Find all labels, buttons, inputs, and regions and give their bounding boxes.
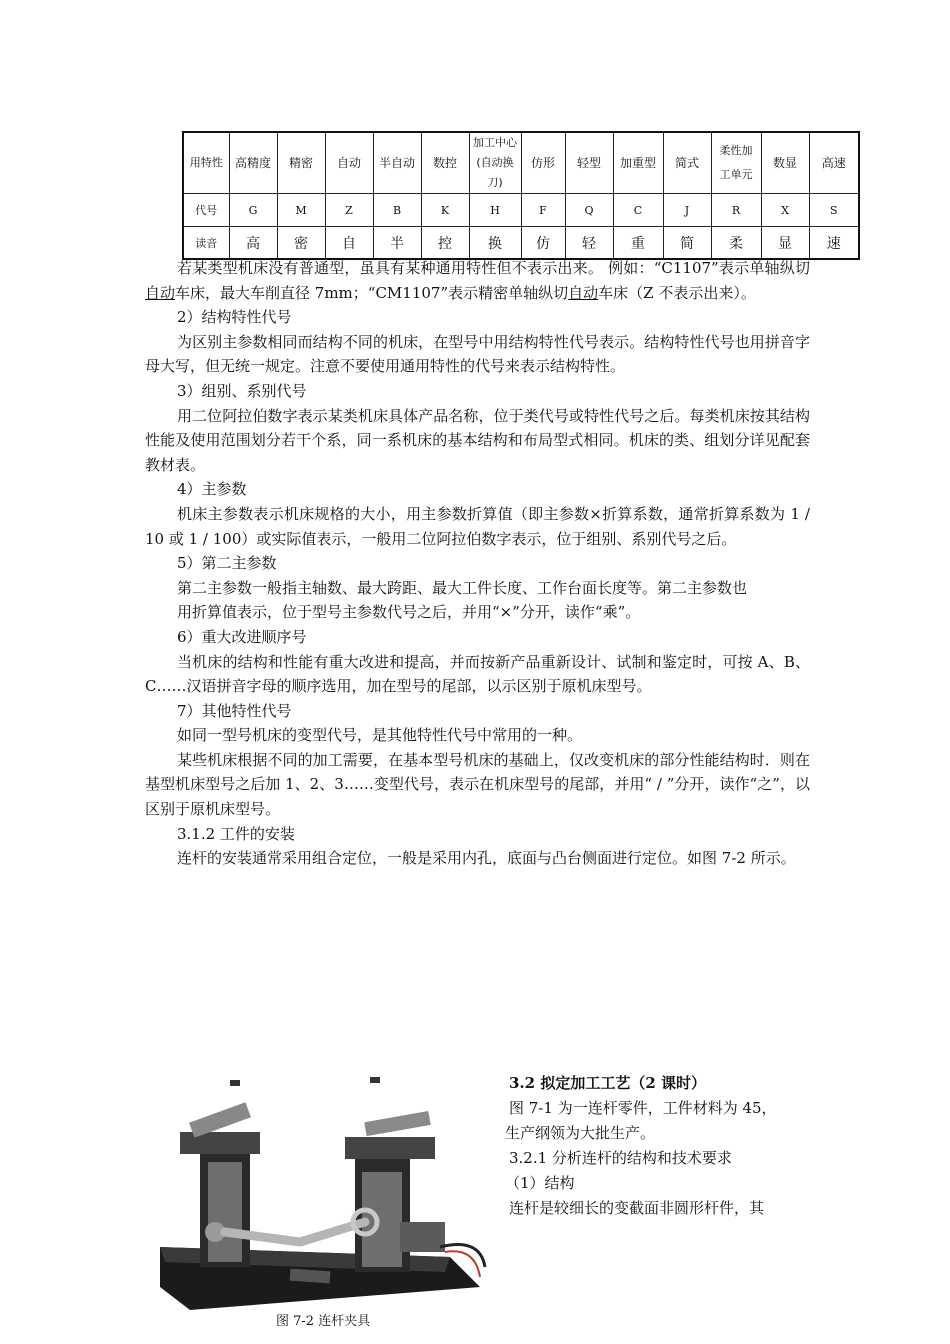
- table-cell: K: [421, 194, 469, 227]
- table-cell: 加重型: [613, 132, 663, 194]
- cell-line: (自动换刀): [476, 156, 514, 189]
- table-cell: F: [521, 194, 565, 227]
- paragraph: 图 7-1 为一连杆零件，工件材料为 45，: [509, 1099, 777, 1117]
- table-cell: 数显: [761, 132, 809, 194]
- figure-caption: 图 7-2 连杆夹具: [276, 1314, 371, 1329]
- table-cell: 仿: [521, 227, 565, 260]
- table-cell: 轻型: [565, 132, 613, 194]
- section-heading: 7）其他特性代号: [177, 701, 292, 720]
- table-cell: 自: [325, 227, 373, 260]
- paragraph: 第二主参数一般指主轴数、最大跨距、最大工件长度、工作台面长度等。第二主参数也: [177, 578, 748, 597]
- section-heading: 3.2 拟定加工工艺（2 课时）: [509, 1074, 706, 1092]
- section-heading: （1）结构: [505, 1174, 575, 1192]
- table-cell: R: [711, 194, 761, 227]
- table-cell: 高速: [809, 132, 859, 194]
- table-row-codes: [183, 194, 859, 227]
- section-heading: 2）结构特性代号: [177, 308, 292, 327]
- underlined-text: 自动: [568, 283, 599, 302]
- section-heading: 6）重大改进顺序号: [177, 627, 307, 646]
- paragraph: 为区别主参数相同而结构不同的机床，在型号中用结构特性代号表示。结构特性代号也用拼音字母大写，但无统一规定。注意不要使用通用特性的代号来表示结构特性。: [145, 332, 810, 376]
- table-row-readings: [183, 227, 859, 260]
- table-cell: 显: [761, 227, 809, 260]
- section-heading: 3）组别、系别代号: [177, 381, 307, 400]
- paragraph: 连杆是较细长的变截面非圆形杆件，其: [509, 1199, 765, 1217]
- text-run: 车床（Z 不表示出来）。: [598, 283, 756, 302]
- table-cell: 柔: [711, 227, 761, 260]
- table-cell: 半自动: [373, 132, 421, 194]
- table-cell: 高精度: [229, 132, 277, 194]
- paragraph: 某些机床根据不同的加工需要，在基本型号机床的基础上，仅改变机床的部分性能结构时．则在基型机床型号之后加 1、2、3……变型代号，表示在机床型号的尾部，并用“ / ”分开，读作“之”，以区别于原机床型号。: [145, 750, 810, 819]
- text-run: 若某类型机床没有普通型，虽具有某种通用特性但不表示出来。 例如：“C1107”表示单轴纵切: [177, 259, 810, 277]
- section-heading: 5）第二主参数: [177, 554, 277, 573]
- section-heading: 4）主参数: [177, 480, 247, 499]
- table-cell: Q: [565, 194, 613, 227]
- side-text: [505, 1071, 805, 1221]
- table-cell: 轻: [565, 227, 613, 260]
- table-cell: G: [229, 194, 277, 227]
- table-cell: 简: [663, 227, 711, 260]
- table-cell: 控: [421, 227, 469, 260]
- cell-line: 工单元: [719, 168, 753, 181]
- table-cell: 重: [613, 227, 663, 260]
- table-cell: 精密: [277, 132, 325, 194]
- underlined-text: 自动: [145, 283, 176, 302]
- paragraph: 连杆的安装通常采用组合定位，一般是采用内孔，底面与凸台侧面进行定位。如图 7-2 所示。: [177, 849, 796, 868]
- row-label-code: 代号: [183, 194, 229, 227]
- table-cell: 数控: [421, 132, 469, 194]
- table-cell: 自动: [325, 132, 373, 194]
- table-cell: X: [761, 194, 809, 227]
- table-row-features: [183, 132, 859, 194]
- paragraph: 当机床的结构和性能有重大改进和提高，并而按新产品重新设计、试制和鉴定时，可按 A、B、C……汉语拼音字母的顺序选用，加在型号的尾部，以示区别于原机床型号。: [145, 652, 810, 696]
- table-cell: H: [469, 194, 521, 227]
- body-text: [145, 256, 810, 871]
- paragraph: 生产纲领为大批生产。: [505, 1124, 656, 1142]
- paragraph: 机床主参数表示机床规格的大小，用主参数折算值（即主参数×折算系数，通常折算系数为 1 / 10 或 1 / 100）或实际值表示，一般用二位阿拉伯数字表示，位于组别、系别代号之后。: [145, 504, 810, 548]
- cell-line: 加工中心: [473, 136, 517, 149]
- cell-line: 柔性加: [719, 144, 753, 157]
- table-cell: 密: [277, 227, 325, 260]
- section-heading: 3.1.2 工件的安装: [177, 824, 295, 843]
- row-label-reading: 读音: [183, 227, 229, 260]
- connecting-rod-fixture-image: [150, 1072, 500, 1317]
- table-cell: 仿形: [521, 132, 565, 194]
- text-run: 车床，最大车削直径 7mm；“CM1107”表示精密单轴纵切: [175, 283, 569, 302]
- table-cell: M: [277, 194, 325, 227]
- feature-code-table: [182, 131, 860, 260]
- table-cell: S: [809, 194, 859, 227]
- paragraph: 如同一型号机床的变型代号，是其他特性代号中常用的一种。: [177, 726, 583, 745]
- table-cell: [469, 132, 521, 194]
- paragraph: 用二位阿拉伯数字表示某类机床具体产品名称，位于类代号或特性代号之后。每类机床按其结构性能及使用范围划分若干个系，同一系机床的基本结构和布局型式相同。机床的类、组划分详见配套教材表。: [145, 406, 810, 474]
- section-heading: 3.2.1 分析连杆的结构和技术要求: [509, 1149, 732, 1167]
- table-cell: Z: [325, 194, 373, 227]
- table-cell: 速: [809, 227, 859, 260]
- table-cell: 高: [229, 227, 277, 260]
- paragraph: 用折算值表示，位于型号主参数代号之后，并用“×”分开，读作“乘”。: [177, 603, 641, 622]
- table-cell: C: [613, 194, 663, 227]
- table-cell: 简式: [663, 132, 711, 194]
- row-label-feature: 用特性: [183, 132, 229, 194]
- table-cell: 换: [469, 227, 521, 260]
- table-cell: B: [373, 194, 421, 227]
- table-cell: J: [663, 194, 711, 227]
- table-cell: 半: [373, 227, 421, 260]
- paragraph: [145, 256, 810, 305]
- table-cell: [711, 132, 761, 194]
